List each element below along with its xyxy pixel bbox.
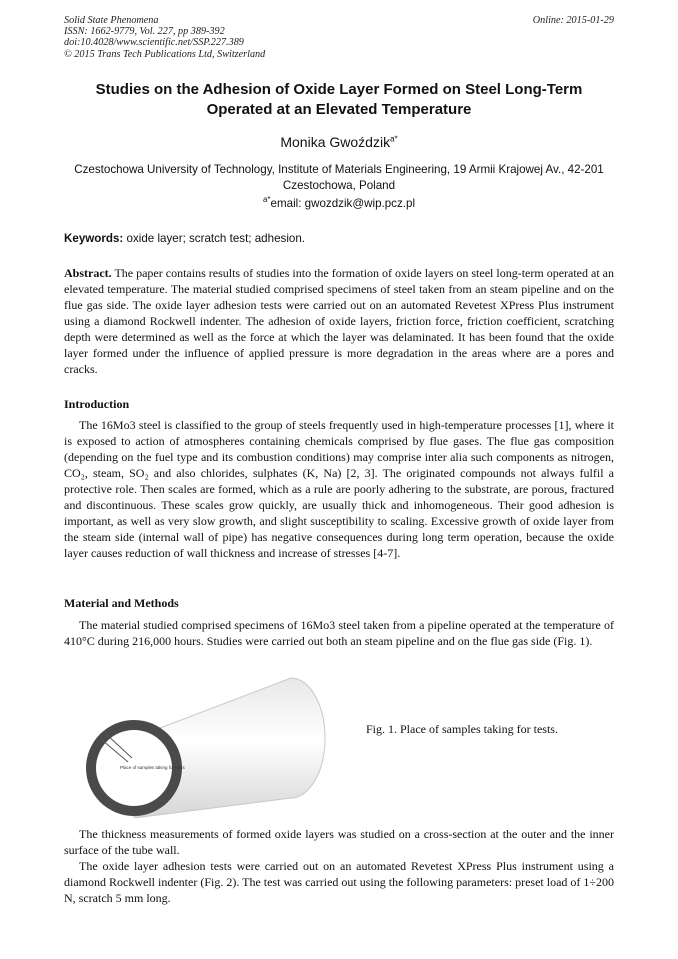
online-date: Online: 2015-01-29 — [532, 15, 614, 26]
methods-paragraph-1: The material studied comprised specimens of 16Mo3 steel taken from a pipeline operated at the temperature of 410°C during 216,000 hours. Studies were carried out both an steam pipeline and on the flue gas side (Fig. 1). — [64, 618, 614, 648]
paper-title: Studies on the Adhesion of Oxide Layer Formed on Steel Long-Term Operated at an Elevated Temperature — [95, 81, 583, 118]
methods-paragraph-2: The thickness measurements of formed oxide layers was studied on a cross-section at the outer and the inner surface of the tube wall. — [64, 827, 614, 857]
doi-line: doi:10.4028/www.scientific.net/SSP.227.389 — [64, 37, 244, 49]
figure-caption: Fig. 1. Place of samples taking for tests. — [366, 722, 558, 736]
methods-paragraph-3: The oxide layer adhesion tests were carried out on an automated Revetest XPress Plus instrument using a diamond Rockwell indenter (Fig. 2). The test was carried out using the following parameters: preset load of 1÷200 N, scratch 5 mm long. — [64, 859, 614, 905]
keywords-text: oxide layer; scratch test; adhesion. — [123, 232, 306, 245]
section-heading-introduction: Introduction — [64, 397, 130, 411]
pipe-illustration — [84, 668, 334, 818]
introduction-paragraph: The 16Mo3 steel is classified to the group of steels frequently used in high-temperature processes [1], where it is exposed to action of atmospheres containing chemicals comprised by flue gases. The flue gas composition (depending on the fuel type and its combustion conditions) may comprise inter alia such components as nitrogen, CO₂, steam, SO₂ and also chlorides, sulphates (K, Na) [2, 3]. The originated compounds not always fulfil a protective role. Then scales are formed, which as a rule are poorly adhering to the substrate, are porous, fractured and discontinuous. These scales grow quickly, are usually thick and inhomogeneous. Their good adhesion is important, as well as very slow growth, and slight susceptibility to scaling. Excessive growth of oxide layer from the steam side (internal wall of pipe) has negative consequences during long term operation, because the oxide layer causes reduction of wall thickness and increase of stresses [4-7]. — [64, 418, 614, 560]
issn-line: ISSN: 1662-9779, Vol. 227, pp 389-392 — [64, 26, 225, 38]
copyright-line: © 2015 Trans Tech Publications Ltd, Switzerland — [64, 48, 266, 60]
email-sup: a* — [262, 195, 271, 204]
email-text: email: gwozdzik@wip.pcz.pl — [270, 196, 416, 210]
author-name: Monika Gwoździk — [280, 134, 391, 150]
journal-name: Solid State Phenomena — [64, 15, 159, 26]
section-heading-methods: Material and Methods — [64, 596, 179, 610]
abstract — [64, 265, 614, 377]
journal-header — [64, 15, 265, 60]
author — [64, 134, 614, 150]
figure-inner-label: Place of samples taking for tests — [120, 765, 185, 770]
abstract-text: The paper contains results of studies into the formation of oxide layers on steel long-term operated at an elevated temperature. The material studied comprised specimens of steel taken from an steam pipeline and on the flue gas side. The oxide layer adhesion tests were carried out on an automated Revetest XPress Plus instrument using a diamond Rockwell indenter. The adhesion of oxide layers, friction force, friction coefficient, scratching depth were determined as well as the force at which the layer was delaminated. It has been found that the oxide layer formed under the influence of applied pressure is more degradation in the areas where are a pores and cracks. — [64, 266, 614, 376]
keywords — [64, 232, 614, 245]
author-sup: a* — [390, 134, 398, 144]
keywords-label: Keywords: — [64, 232, 124, 245]
email-line — [64, 195, 614, 210]
abstract-label: Abstract. — [64, 266, 112, 280]
affiliation: Czestochowa University of Technology, Institute of Materials Engineering, 19 Armii Krajowej Av., 42-201 Czestochowa, Poland — [74, 163, 604, 192]
figure-pipe — [84, 668, 334, 818]
